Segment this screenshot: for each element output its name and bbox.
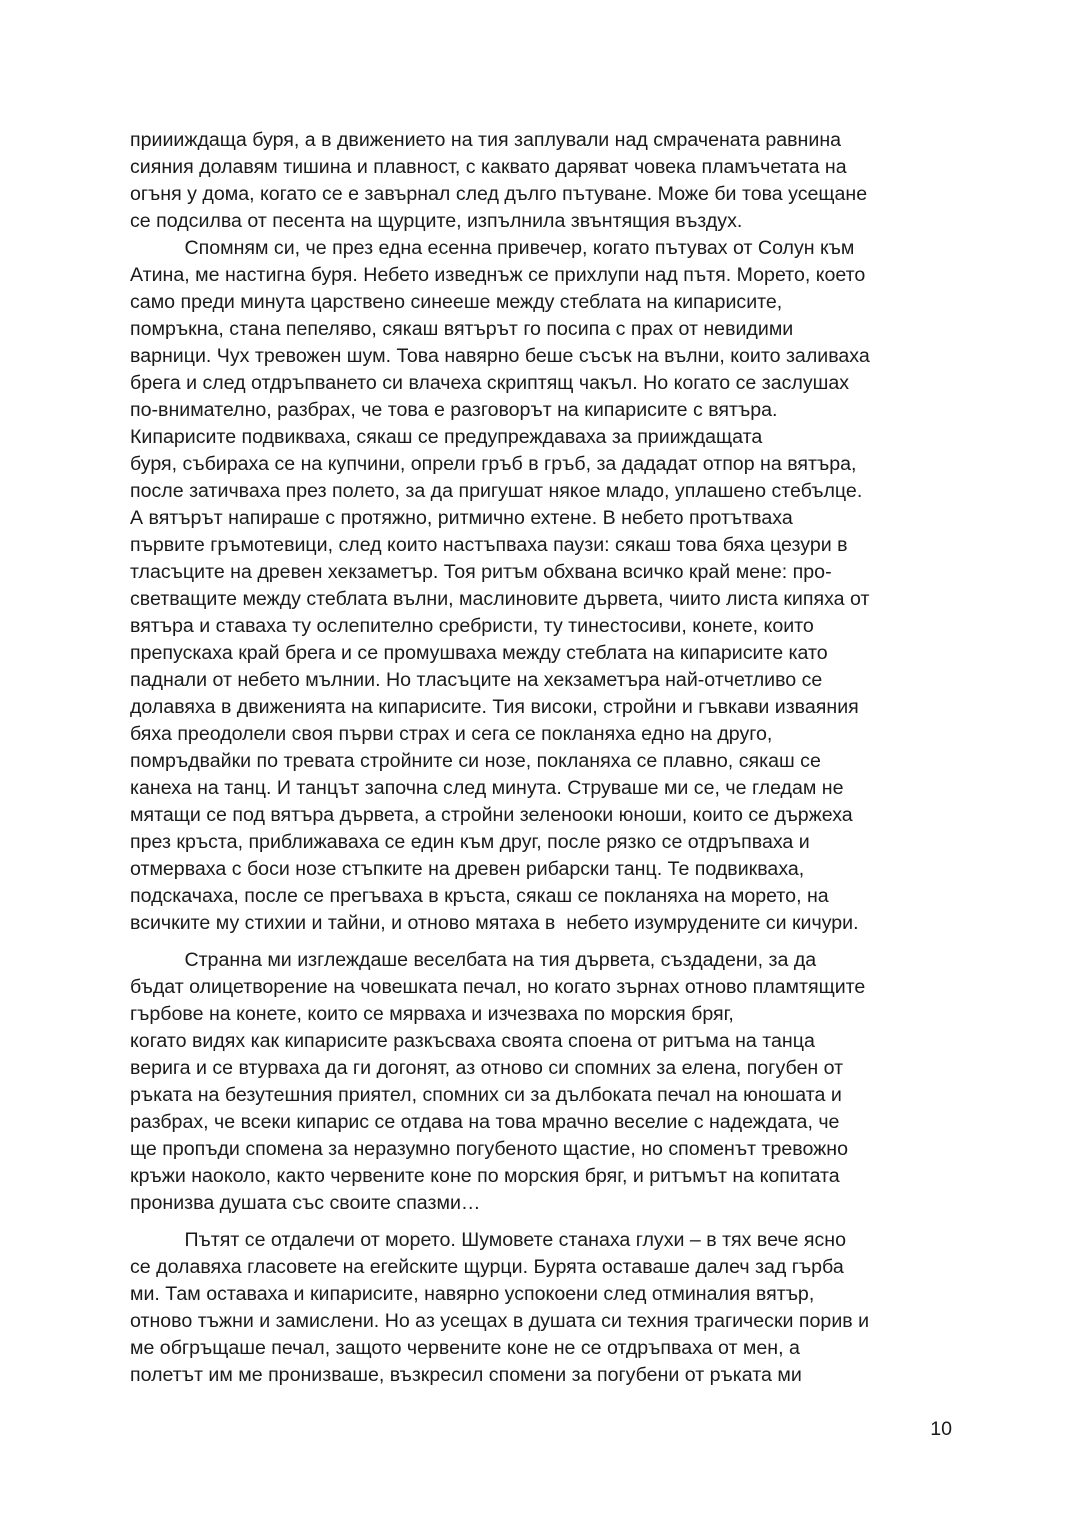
text-line: Атина, ме настигна буря. Небето изведнъж се прихлупи над пътя. Морето, което xyxy=(130,264,866,286)
text-line: паднали от небето мълнии. Но тласъците на хекзаметъра най-отчетливо се xyxy=(130,669,823,691)
text-line: помръдвайки по тревата стройните си нозе, покланяха се плавно, сякаш се xyxy=(130,750,821,772)
text-line: ме обгръщаше печал, защото червените коне не се отдръпваха от мен, а xyxy=(130,1337,800,1359)
text-line: верига и се втурваха да ги догонят, аз отново си спомних за елена, погубен от xyxy=(130,1057,844,1079)
text-line: първите гръмотевици, след които настъпваха паузи: сякаш това бяха цезури в xyxy=(130,534,848,556)
text-line: се подсилва от песента на щурците, изпълнила звънтящия въздух. xyxy=(130,210,743,232)
text-line: сияния долавям тишина и плавност, с каквато даряват човека пламъчетата на xyxy=(130,156,847,178)
text-line: А вятърът напираше с протяжно, ритмично ехтене. В небето протътваха xyxy=(130,507,793,529)
text-line: Кипарисите подвикваха, сякаш се предупреждаваха за прииждащата xyxy=(130,426,763,448)
text-line: бъдат олицетворение на човешката печал, но когато зърнах отново пламтящите xyxy=(130,976,866,998)
text-line: разбрах, че всеки кипарис се отдава на това мрачно веселие с надеждата, че xyxy=(130,1111,840,1133)
text-line: отново тъжни и замислени. Но аз усещах в душата си техния трагически порив и xyxy=(130,1310,870,1332)
text-line: Пътят се отдалечи от морето. Шумовете станаха глухи – в тях вече ясно xyxy=(130,1229,847,1251)
text-line: подскачаха, после се прегъваха в кръста, сякаш се покланяха на морето, на xyxy=(130,885,829,907)
text-line: канеха на танц. И танцът започна след минута. Струваше ми се, че гледам не xyxy=(130,777,844,799)
text-line: брега и след отдръпването си влачеха скриптящ чакъл. Но когато се заслушах xyxy=(130,372,850,394)
paragraph-3 xyxy=(130,947,960,1217)
text-line: само преди минута царствено синееше между стеблата на кипарисите, xyxy=(130,291,783,313)
text-line: долавяха в движенията на кипарисите. Тия високи, стройни и гъвкави изваяния xyxy=(130,696,859,718)
page-number: 10 xyxy=(930,1418,952,1440)
text-line: бяха преодолели своя първи страх и сега се покланяха едно на друго, xyxy=(130,723,773,745)
text-line: кръжи наоколо, както червените коне по морския бряг, и ритъмът на копитата xyxy=(130,1165,840,1187)
text-line: буря, събираха се на купчини, опрели гръб в гръб, за дададат отпор на вятъра, xyxy=(130,453,857,475)
text-line: помръкна, стана пепеляво, сякаш вятърът го посипа с прах от невидими xyxy=(130,318,794,340)
text-line: препускаха край брега и се промушваха между стеблата на кипарисите като xyxy=(130,642,828,664)
text-line: ще пропъди спомена за неразумно погубеното щастие, но споменът тревожно xyxy=(130,1138,848,1160)
text-line: когато видях как кипарисите разкъсваха своята споена от ритъма на танца xyxy=(130,1030,815,1052)
text-line: огъня у дома, когато се е завърнал след дълго пътуване. Може би това усещане xyxy=(130,183,868,205)
paragraph-1 xyxy=(130,127,960,235)
text-line: гърбове на конете, които се мярваха и изчезваха по морския бряг, xyxy=(130,1003,734,1025)
text-line: варници. Чух тревожен шум. Това навярно беше съсък на вълни, които заливаха xyxy=(130,345,870,367)
body-text xyxy=(130,127,960,1389)
text-line: пронизва душата със своите спазми… xyxy=(130,1192,481,1214)
text-line: Странна ми изглеждаше веселбата на тия дървета, създадени, за да xyxy=(130,949,817,971)
text-line: ми. Там оставаха и кипарисите, навярно успокоени след отминалия вятър, xyxy=(130,1283,815,1305)
paragraph-2 xyxy=(130,235,960,937)
text-line: се долавяха гласовете на егейските щурци. Бурята оставаше далеч зад гърба xyxy=(130,1256,844,1278)
text-line: по-внимателно, разбрах, че това е разговорът на кипарисите с вятъра. xyxy=(130,399,778,421)
text-line: приииждаща буря, а в движението на тия заплували над смрачената равнина xyxy=(130,129,842,151)
text-line: полетът им ме пронизваше, възкресил спомени за погубени от ръката ми xyxy=(130,1364,802,1386)
text-line: мятащи се под вятъра дървета, а стройни зеленооки юноши, които се държеха xyxy=(130,804,853,826)
text-line: всичките му стихии и тайни, и отново мятаха в небето изумрудените си кичури. xyxy=(130,912,859,934)
text-line: Спомням си, че през една есенна привечер, когато пътувах от Солун към xyxy=(130,237,855,259)
text-line: отмерваха с боси нозе стъпките на древен рибарски танц. Те подвикваха, xyxy=(130,858,805,880)
text-line: ръката на безутешния приятел, спомних си за дълбоката печал на юношата и xyxy=(130,1084,842,1106)
text-line: светващите между стеблата вълни, маслиновите дървета, чиито листа кипяха от xyxy=(130,588,870,610)
text-line: после затичваха през полето, за да пригушат някое младо, уплашено стебълце. xyxy=(130,480,863,502)
text-line: тласъците на древен хекзаметър. Тоя ритъм обхвана всичко край мене: про- xyxy=(130,561,832,583)
text-line: вятъра и ставаха ту ослепително сребристи, ту тинестосиви, конете, които xyxy=(130,615,814,637)
text-line: през кръста, приближаваха се един към друг, после рязко се отдръпваха и xyxy=(130,831,810,853)
paragraph-4 xyxy=(130,1227,960,1389)
